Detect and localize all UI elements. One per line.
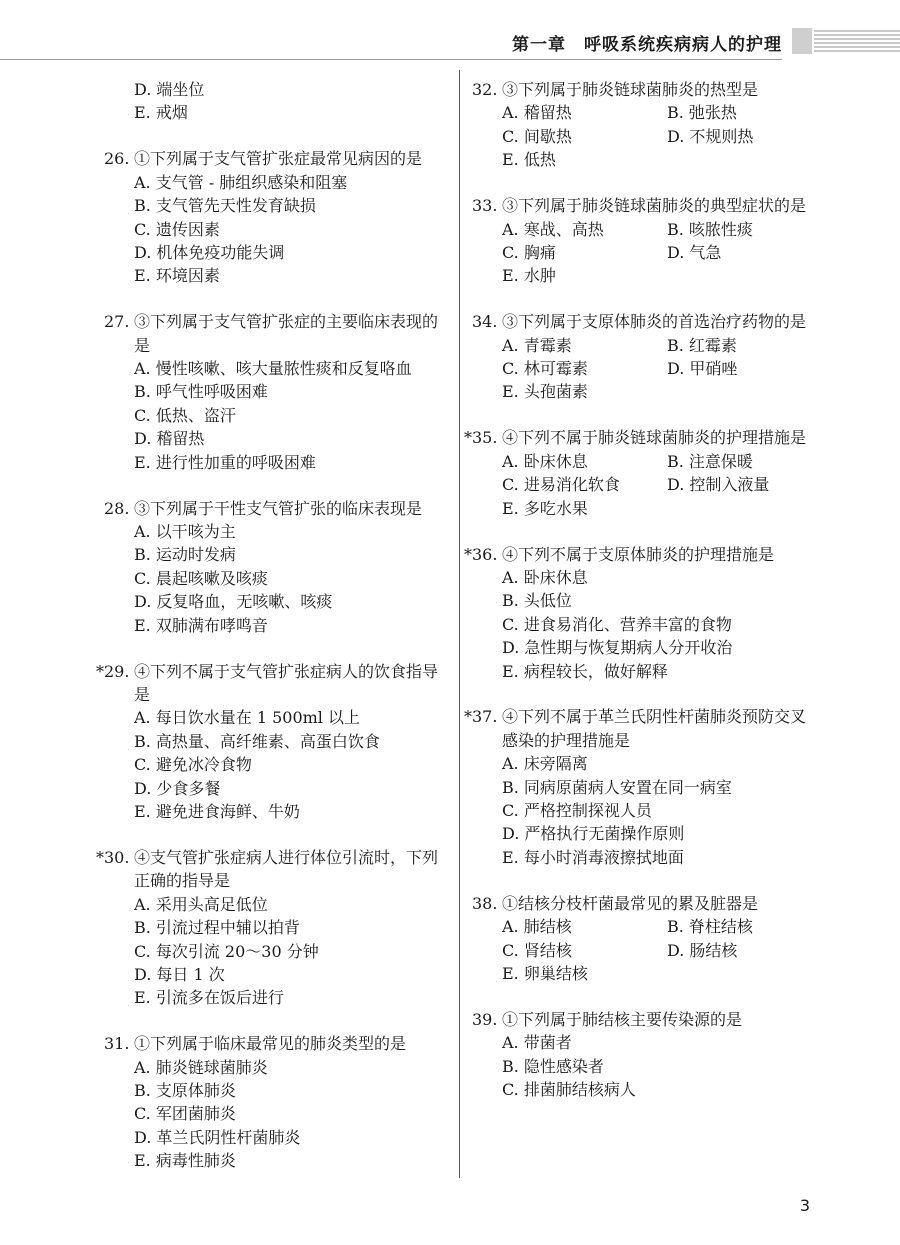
option: B. 头低位	[502, 591, 572, 611]
option-list	[472, 752, 820, 869]
question-number: 27.	[104, 312, 130, 332]
option-list	[472, 148, 820, 171]
question-item	[104, 147, 446, 287]
question-item	[472, 310, 820, 404]
question-text: ①结核分枝杆菌最常见的累及脏器是	[502, 893, 759, 913]
option: A. 每日饮水量在 1 500ml 以上	[134, 708, 360, 728]
option-grid	[472, 101, 820, 148]
option-list	[472, 962, 820, 985]
option: D. 急性期与恢复期病人分开收治	[502, 638, 733, 658]
question-item	[472, 892, 820, 986]
option: B. 引流过程中辅以拍背	[134, 918, 300, 938]
option: E. 低热	[502, 150, 556, 170]
option-list	[104, 706, 446, 823]
question-text: ③下列属于肺炎链球菌肺炎的典型症状的是	[502, 196, 807, 216]
question-stem	[472, 892, 820, 915]
option: A. 床旁隔离	[502, 754, 588, 774]
option: B. 高热量、高纤维素、高蛋白饮食	[134, 731, 380, 751]
question-number: 31.	[104, 1034, 130, 1054]
header-stripes	[814, 30, 900, 52]
question-number: *30.	[96, 847, 130, 867]
question-item	[464, 705, 820, 869]
option: E. 病毒性肺炎	[134, 1151, 236, 1171]
right-column	[464, 78, 820, 1124]
question-stem	[96, 846, 446, 893]
question-item	[472, 78, 820, 172]
question-text: ①下列属于支气管扩张症最常见病因的是	[134, 149, 423, 169]
chapter-title: 第一章 呼吸系统疾病病人的护理	[512, 35, 782, 55]
option: C. 进食易消化、营养丰富的食物	[502, 614, 732, 634]
option: E. 卵巢结核	[502, 964, 588, 983]
option: D. 控制入液量	[667, 475, 770, 495]
question-item	[104, 310, 446, 474]
question-item	[464, 426, 820, 520]
question-text: ④下列不属于支原体肺炎的护理措施是	[502, 544, 775, 564]
option: C. 严格控制探视人员	[502, 801, 652, 821]
option: E. 多吃水果	[502, 498, 588, 518]
option: D. 甲硝唑	[667, 359, 738, 379]
option: B. 同病原菌病人安置在同一病室	[502, 777, 732, 797]
option: C. 林可霉素	[502, 359, 588, 379]
page-number: 3	[799, 1196, 810, 1215]
question-text: ①下列属于临床最常见的肺炎类型的是	[134, 1034, 407, 1054]
left-column	[96, 78, 446, 1195]
option: C. 低热、盗汗	[134, 405, 236, 425]
option-list	[472, 1031, 820, 1101]
question-stem	[472, 310, 820, 333]
option: A. 稽留热	[502, 103, 572, 123]
question-number: 26.	[104, 149, 130, 169]
option: D. 机体免疫功能失调	[134, 242, 285, 262]
option: D. 少食多餐	[134, 778, 221, 798]
question-stem	[104, 1032, 446, 1055]
question-item	[96, 660, 446, 824]
option: D. 稽留热	[134, 429, 205, 449]
option: D. 端坐位	[134, 80, 205, 99]
question-stem	[104, 310, 446, 357]
question-item	[472, 1008, 820, 1102]
option: C. 间歇热	[502, 126, 572, 146]
question-number: *35.	[464, 428, 498, 448]
option-list	[104, 171, 446, 288]
option: A. 以干咳为主	[134, 522, 236, 541]
option: A. 卧床休息	[502, 451, 588, 471]
question-25-tail	[104, 78, 446, 125]
question-stem	[464, 426, 820, 449]
option: B. 咳脓性痰	[667, 219, 753, 239]
option-list	[104, 893, 446, 1010]
option: A. 慢性咳嗽、咳大量脓性痰和反复咯血	[134, 359, 412, 379]
option: C. 避免冰冷食物	[134, 755, 252, 775]
question-text: ③下列属于肺炎链球菌肺炎的热型是	[502, 80, 759, 99]
option-list	[472, 380, 820, 403]
column-divider	[459, 70, 460, 1178]
question-text: ④下列不属于革兰氏阴性杆菌肺炎预防交叉感染的护理措施是	[502, 707, 807, 750]
option: E. 环境因素	[134, 266, 220, 286]
option: B. 运动时发病	[134, 545, 236, 565]
option: C. 肾结核	[502, 940, 572, 960]
option-list	[104, 1056, 446, 1173]
question-stem	[472, 194, 820, 217]
question-number: 34.	[472, 312, 498, 332]
running-header	[0, 28, 900, 58]
option: E. 病程较长，做好解释	[502, 661, 668, 681]
option: A. 寒战、高热	[502, 219, 604, 239]
option: D. 气急	[667, 242, 722, 262]
question-stem	[104, 497, 446, 520]
question-item	[464, 543, 820, 683]
option: D. 反复咯血，无咳嗽、咳痰	[134, 592, 333, 612]
option: A. 青霉素	[502, 335, 572, 355]
question-text: ③下列属于支气管扩张症的主要临床表现的是	[134, 312, 439, 355]
question-stem	[472, 1008, 820, 1031]
question-text: ③下列属于干性支气管扩张的临床表现是	[134, 498, 423, 518]
option: D. 肠结核	[667, 940, 738, 960]
option: E. 戒烟	[134, 103, 188, 123]
option: B. 支原体肺炎	[134, 1081, 236, 1101]
option: C. 军团菌肺炎	[134, 1104, 236, 1124]
option-grid	[472, 915, 820, 962]
option: E. 头孢菌素	[502, 382, 588, 402]
option: B. 呼气性呼吸困难	[134, 382, 268, 402]
option: D. 每日 1 次	[134, 964, 225, 984]
question-number: *36.	[464, 544, 498, 564]
question-stem	[96, 660, 446, 707]
question-number: 32.	[472, 80, 498, 99]
question-item	[104, 1032, 446, 1172]
option-list	[104, 357, 446, 474]
option: B. 注意保暖	[667, 451, 753, 471]
option: D. 不规则热	[667, 126, 754, 146]
question-number: 33.	[472, 196, 498, 216]
question-text: ④支气管扩张症病人进行体位引流时，下列正确的指导是	[134, 847, 439, 891]
option-grid	[472, 450, 820, 497]
option: E. 水肿	[502, 266, 556, 286]
header-rule	[0, 59, 782, 60]
option: A. 肺结核	[502, 917, 572, 937]
header-gray-block	[792, 28, 812, 54]
question-item	[104, 497, 446, 637]
question-stem	[472, 78, 820, 101]
question-number: 38.	[472, 893, 498, 913]
option-list	[104, 520, 446, 637]
question-number: 39.	[472, 1009, 498, 1029]
question-text: ①下列属于肺结核主要传染源的是	[502, 1009, 743, 1029]
option: C. 每次引流 20～30 分钟	[134, 941, 319, 961]
question-text: ④下列不属于支气管扩张症病人的饮食指导是	[134, 661, 439, 704]
option-list	[472, 264, 820, 287]
option: A. 肺炎链球菌肺炎	[134, 1057, 268, 1077]
option: B. 隐性感染者	[502, 1056, 604, 1076]
option-list	[472, 497, 820, 520]
option: C. 遗传因素	[134, 219, 220, 239]
option: D. 严格执行无菌操作原则	[502, 824, 685, 844]
question-number: 28.	[104, 498, 130, 518]
question-text: ④下列不属于肺炎链球菌肺炎的护理措施是	[502, 428, 807, 448]
option: B. 红霉素	[667, 335, 737, 355]
option: C. 进易消化软食	[502, 475, 620, 495]
option-grid	[472, 218, 820, 265]
option-list	[472, 566, 820, 683]
question-item	[96, 846, 446, 1010]
option: A. 卧床休息	[502, 567, 588, 587]
question-text: ③下列属于支原体肺炎的首选治疗药物的是	[502, 312, 807, 332]
option: A. 带菌者	[502, 1033, 572, 1053]
question-number: *37.	[464, 707, 498, 727]
option: E. 引流多在饭后进行	[134, 988, 284, 1008]
option: B. 弛张热	[667, 103, 737, 123]
option: A. 采用头高足低位	[134, 894, 268, 914]
option: B. 脊柱结核	[667, 917, 753, 937]
option: A. 支气管 - 肺组织感染和阻塞	[134, 172, 348, 192]
question-stem	[104, 147, 446, 170]
option: E. 双肺满布哮鸣音	[134, 615, 268, 635]
question-stem	[464, 705, 820, 752]
option: C. 胸痛	[502, 242, 556, 262]
option: E. 进行性加重的呼吸困难	[134, 452, 316, 472]
option: B. 支气管先天性发育缺损	[134, 196, 316, 216]
option: D. 革兰氏阴性杆菌肺炎	[134, 1127, 301, 1147]
option: C. 晨起咳嗽及咳痰	[134, 568, 268, 588]
option-grid	[472, 334, 820, 381]
option: E. 避免进食海鲜、牛奶	[134, 801, 300, 821]
question-number: *29.	[96, 661, 130, 681]
question-stem	[464, 543, 820, 566]
option: E. 每小时消毒液擦拭地面	[502, 847, 684, 867]
question-item	[472, 194, 820, 288]
option: C. 排菌肺结核病人	[502, 1080, 636, 1100]
